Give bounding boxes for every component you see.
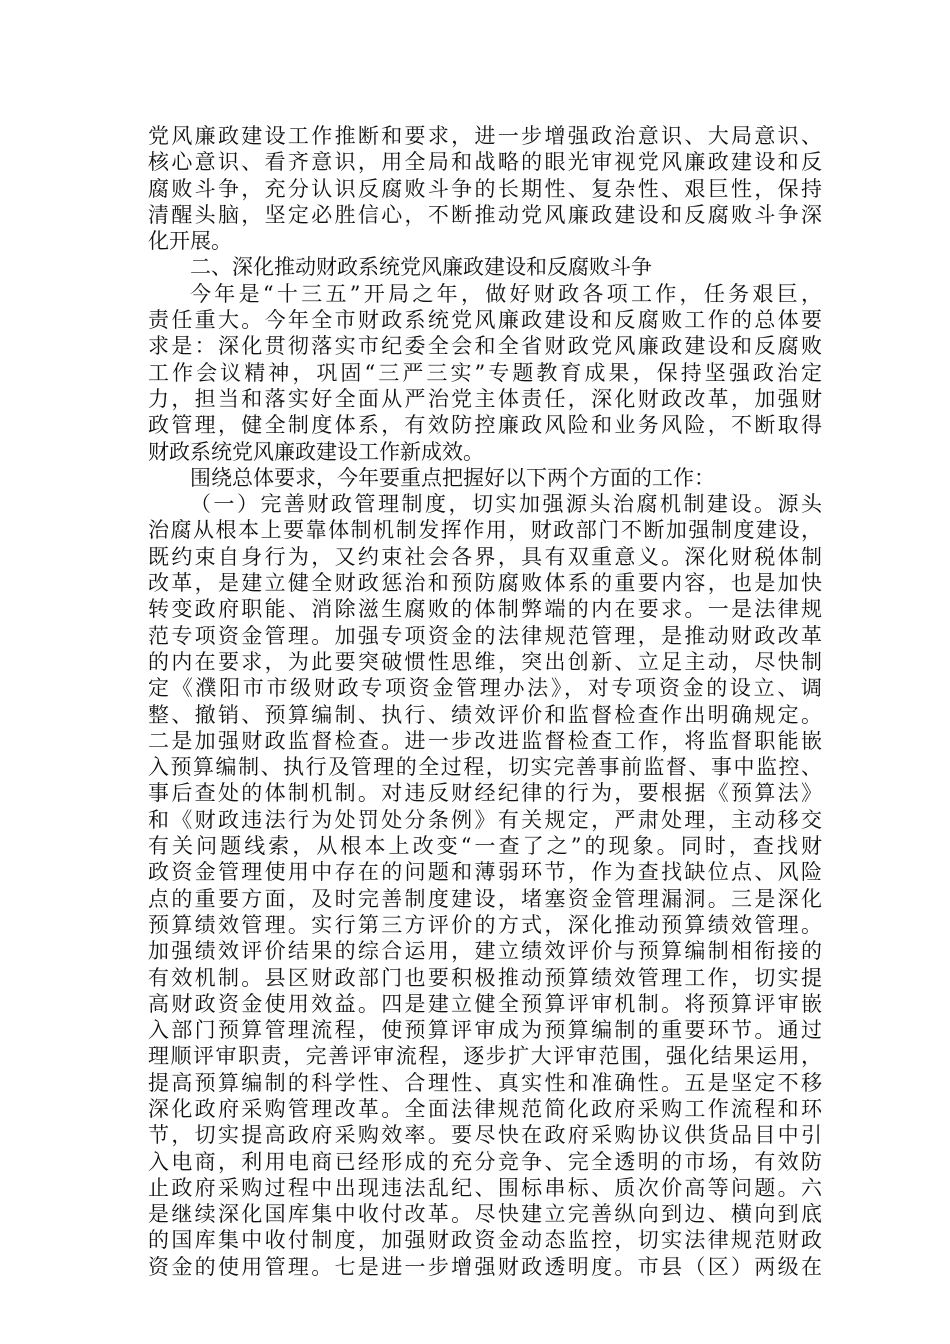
text-line: 既约束自身行为，又约束社会各界，具有双重意义。深化财税体制 <box>148 544 822 569</box>
text-line: 化开展。 <box>148 229 232 254</box>
text-line: 核心意识、看齐意识，用全局和战略的眼光审视党风廉政建设和反 <box>148 150 822 175</box>
text-line: 是继续深化国库集中收付改革。尽快建立完善纵向到边、横向到底 <box>148 1202 822 1227</box>
text-line: 二是加强财政监督检查。进一步改进监督检查工作，将监督职能嵌 <box>148 728 822 753</box>
text-line: 定《濮阳市市级财政专项资金管理办法》，对专项资金的设立、调 <box>148 676 822 701</box>
text-line: 求是：深化贯彻落实市纪委全会和全省财政党风廉政建设和反腐败 <box>148 334 822 359</box>
text-line: 预算绩效管理。实行第三方评价的方式，深化推动预算绩效管理。 <box>148 912 822 937</box>
text-line: 理顺评审职责，完善评审流程，逐步扩大评审范围，强化结果运用， <box>148 1044 822 1069</box>
text-line: 事后查处的体制机制。对违反财经纪律的行为，要根据《预算法》 <box>148 781 822 806</box>
text-line: 政资金管理使用中存在的问题和薄弱环节，作为查找缺位点、风险 <box>148 860 822 885</box>
text-line: 和《财政违法行为处罚处分条例》有关规定，严肃处理，主动移交 <box>148 807 822 832</box>
text-line: 资金的使用管理。七是进一步增强财政透明度。市县（区）两级在 <box>148 1254 822 1279</box>
text-line: 工作会议精神，巩固“三严三实”专题教育成果，保持坚强政治定 <box>148 360 822 385</box>
text-line: 节，切实提高政府采购效率。要尽快在政府采购协议供货品目中引 <box>148 1123 822 1148</box>
text-line: 深化政府采购管理改革。全面法律规范简化政府采购工作流程和环 <box>148 1096 822 1121</box>
text-line: 财政系统党风廉政建设工作新成效。 <box>148 439 484 464</box>
paragraph-continuation <box>148 123 822 254</box>
text-line: 整、撤销、预算编制、执行、绩效评价和监督检查作出明确规定。 <box>148 702 822 727</box>
text-line: 责任重大。今年全市财政系统党风廉政建设和反腐败工作的总体要 <box>148 308 822 333</box>
paragraph-two-aspects <box>148 465 822 491</box>
text-line: 改革，是建立健全财政惩治和预防腐败体系的重要内容，也是加快 <box>148 571 822 596</box>
text-line: 入部门预算管理流程，使预算评审成为预算编制的重要环节。通过 <box>148 1018 822 1043</box>
text-line: 高财政资金使用效益。四是建立健全预算评审机制。将预算评审嵌 <box>148 991 822 1016</box>
text-line: 政管理，健全制度体系，有效防控廉政风险和业务风险，不断取得 <box>148 413 822 438</box>
text-line: 有效机制。县区财政部门也要积极推动预算绩效管理工作，切实提 <box>148 965 822 990</box>
text-line: 入电商，利用电商已经形成的充分竞争、完全透明的市场，有效防 <box>148 1149 822 1174</box>
paragraph-overall-requirements <box>148 281 822 465</box>
text-line: 党风廉政建设工作推断和要求，进一步增强政治意识、大局意识、 <box>148 124 822 148</box>
text-line: （一）完善财政管理制度，切实加强源头治腐机制建设。源头 <box>190 492 822 517</box>
heading-line: 二、深化推动财政系统党风廉政建设和反腐败斗争 <box>190 255 652 280</box>
text-line: 提高预算编制的科学性、合理性、真实性和准确性。五是坚定不移 <box>148 1070 822 1095</box>
text-line: 范专项资金管理。加强专项资金的法律规范管理，是推动财政改革 <box>148 623 822 648</box>
text-line: 力，担当和落实好全面从严治党主体责任，深化财政改革，加强财 <box>148 386 822 411</box>
text-line: 的内在要求，为此要突破惯性思维，突出创新、立足主动，尽快制 <box>148 649 822 674</box>
text-line: 入预算编制、执行及管理的全过程，切实完善事前监督、事中监控、 <box>148 755 822 780</box>
text-line: 转变政府职能、消除滋生腐败的体制弊端的内在要求。一是法律规 <box>148 597 822 622</box>
paragraph-finance-management-system <box>148 491 822 1280</box>
text-line: 清醒头脑，坚定必胜信心，不断推动党风廉政建设和反腐败斗争深 <box>148 202 822 227</box>
text-line: 点的重要方面，及时完善制度建设，堵塞资金管理漏洞。三是深化 <box>148 886 822 911</box>
text-line: 治腐从根本上要靠体制机制发挥作用，财政部门不断加强制度建设， <box>148 518 822 543</box>
text-line: 有关问题线索，从根本上改变“一查了之”的现象。同时，查找财 <box>148 834 822 859</box>
text-line: 的国库集中收付制度，加强财政资金动态监控，切实法律规范财政 <box>148 1228 822 1253</box>
text-line: 围绕总体要求，今年要重点把握好以下两个方面的工作： <box>190 465 715 490</box>
text-line: 加强绩效评价结果的综合运用，建立绩效评价与预算编制相衔接的 <box>148 939 822 964</box>
document-body <box>148 123 822 1280</box>
text-line: 止政府采购过程中出现违法乱纪、围标串标、质次价高等问题。六 <box>148 1175 822 1200</box>
section-heading <box>148 254 822 280</box>
text-line: 腐败斗争，充分认识反腐败斗争的长期性、复杂性、艰巨性，保持 <box>148 176 822 201</box>
text-line: 今年是“十三五”开局之年，做好财政各项工作，任务艰巨， <box>190 281 822 306</box>
